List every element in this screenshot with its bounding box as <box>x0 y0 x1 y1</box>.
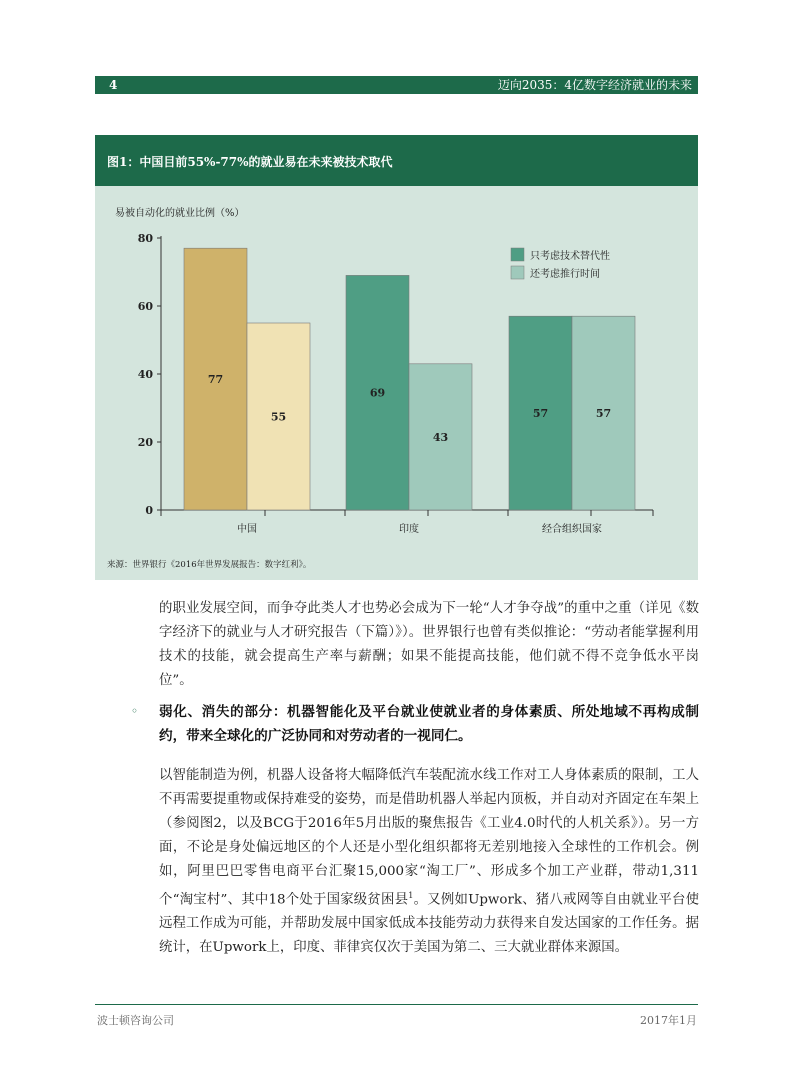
bullet-icon: ◦ <box>131 704 139 718</box>
paragraph-text-b: 。又例如Upwork、猪八戒网等自由就业平台使远程工作成为可能，并帮助发展中国家低成本技能劳动力获得来自发达国家的工作任务。据统计，在Upwork上，印度、菲律宾仅次于美国为第二、三大就业群体来源国。 <box>159 892 699 956</box>
bar-value-label: 77 <box>207 373 224 387</box>
figure-panel <box>95 186 698 580</box>
page-header <box>95 76 698 94</box>
footnote-marker[interactable]: 1 <box>408 891 414 900</box>
bar-value-label: 57 <box>532 407 549 421</box>
bullet-heading: 弱化、消失的部分：机器智能化及平台就业使就业者的身体素质、所处地域不再构成制约，带来全球化的广泛协同和对劳动者的一视同仁。 <box>159 704 699 744</box>
paragraph-body <box>159 764 699 960</box>
y-tick-label: 20 <box>137 436 153 449</box>
footer-divider <box>95 1004 698 1005</box>
y-tick-label: 60 <box>137 300 153 313</box>
bar-chart <box>95 186 698 556</box>
legend-swatch <box>511 266 524 279</box>
paragraph-continuation: 的职业发展空间，而争夺此类人才也势必会成为下一轮“人才争夺战”的重中之重（详见《数字经济下的就业与人才研究报告（下篇）》）。世界银行也曾有类似推论：“劳动者能掌握利用技术的技能，就会提高生产率与薪酬；如果不能提高技能，他们就不得不竞争低水平岗位”。 <box>159 601 699 688</box>
bar-value-label: 43 <box>432 430 449 444</box>
x-category-label: 印度 <box>399 524 419 535</box>
footer-date: 2017年1月 <box>640 1014 697 1027</box>
y-axis-label: 易被自动化的就业比例（%） <box>115 208 245 219</box>
figure-title-band <box>95 135 698 186</box>
bar-value-label: 55 <box>270 410 287 424</box>
legend-label: 只考虑技术替代性 <box>530 251 610 262</box>
bar-value-label: 57 <box>595 407 612 421</box>
x-category-label: 经合组织国家 <box>542 524 602 535</box>
figure-title: 图1：中国目前55%-77%的就业易在未来被技术取代 <box>107 155 393 169</box>
y-tick-label: 40 <box>137 368 153 381</box>
bar-value-label: 69 <box>369 386 386 400</box>
y-tick-label: 80 <box>137 232 153 245</box>
x-category-label: 中国 <box>237 524 257 535</box>
figure-source: 来源：世界银行《2016年世界发展报告：数字红利》。 <box>107 560 312 570</box>
report-title: 迈向2035：4亿数字经济就业的未来 <box>497 78 692 92</box>
footer-company: 波士顿咨询公司 <box>97 1014 174 1027</box>
y-tick-label: 0 <box>145 504 153 517</box>
page-number: 4 <box>109 78 118 92</box>
legend-label: 还考虑推行时间 <box>530 269 600 280</box>
paragraph-text-a: 以智能制造为例，机器人设备将大幅降低汽车装配流水线工作对工人身体素质的限制，工人不再需要提重物或保持难受的姿势，而是借助机器人举起内顶板，并自动对齐固定在车架上（参阅图2，以及BCG于2016年5月出版的聚焦报告《工业4.0时代的人机关系》）。另一方面，不论是身处偏远地区的个人还是小型化组织都将无差别地接入全球性的工作机会。例如，阿里巴巴零售电商平台汇聚15,000家“淘工厂”、形成多个加工产业群，带动1,311个“淘宝村”、其中18个处于国家级贫困县 <box>159 768 699 908</box>
legend-swatch <box>511 248 524 261</box>
